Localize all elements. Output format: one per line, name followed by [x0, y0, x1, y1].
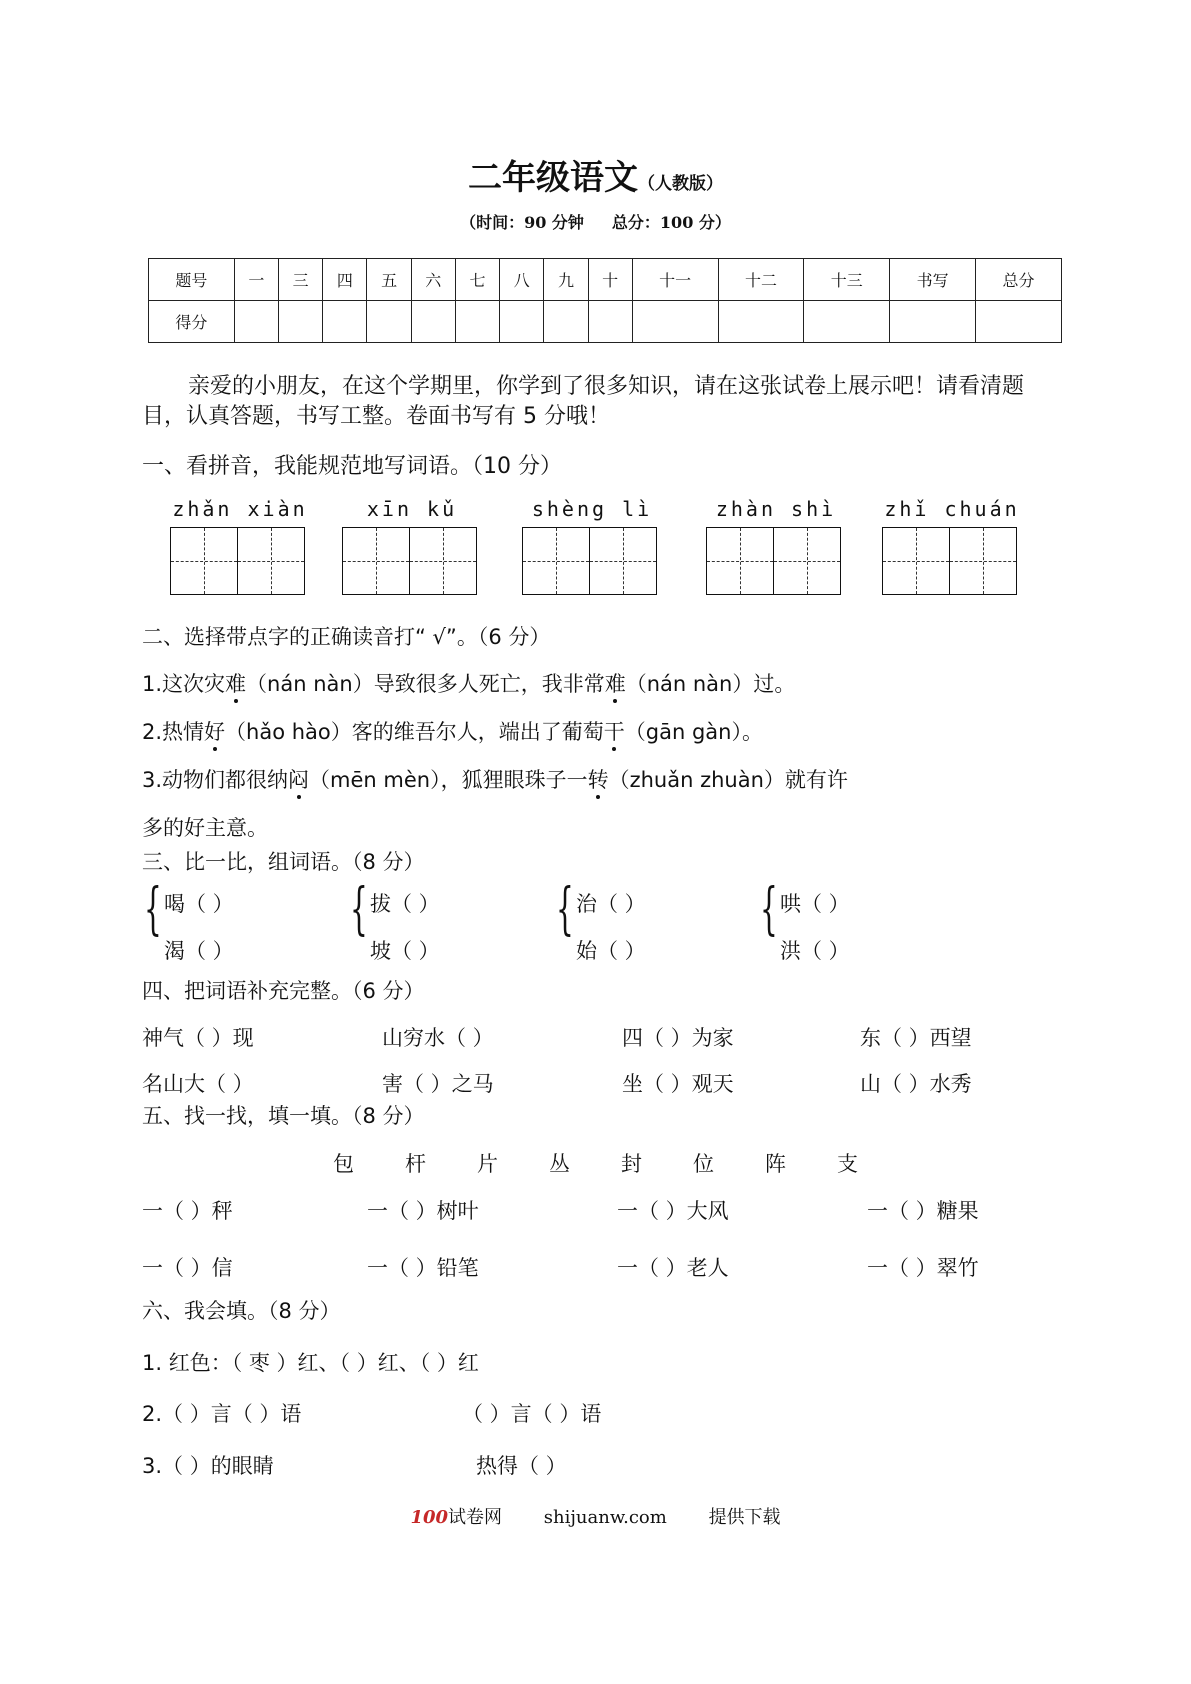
section2-heading: 二、选择带点字的正确读音打“ √”。（6 分）	[142, 625, 551, 649]
word-bank-item: 封	[621, 1152, 642, 1176]
exam-time: （时间：90 分钟	[460, 213, 584, 232]
q-text: （nán nàn）过。	[625, 672, 796, 696]
title-main: 二年级语文	[468, 158, 638, 198]
score-blank[interactable]	[279, 301, 323, 343]
score-blank[interactable]	[455, 301, 499, 343]
pinyin-label: zhǎn xiàn	[172, 497, 308, 521]
page-title	[0, 150, 1191, 199]
dotted-char: 闷	[288, 764, 309, 794]
grid-cell[interactable]	[589, 528, 656, 594]
question-2-2	[142, 716, 763, 746]
idiom-item: 坐（ ）观天	[622, 1072, 734, 1096]
score-blank[interactable]	[411, 301, 455, 343]
q-text: 2.热情	[142, 720, 205, 744]
compare-word-bottom: 坡（ ）	[370, 939, 440, 963]
measure-item: 一（ ）信	[142, 1256, 233, 1280]
compare-word-top: 治（ ）	[576, 892, 646, 916]
dotted-char: 难	[225, 668, 246, 698]
score-blank[interactable]	[718, 301, 804, 343]
score-cell: 十	[588, 259, 632, 301]
question-2-3	[142, 764, 848, 794]
intro-text: 亲爱的小朋友，在这个学期里，你学到了很多知识，请在这张试卷上展示吧！请看清题目，认真答题，书写工整。卷面书写有 5 分哦！	[142, 374, 1025, 429]
exam-info	[0, 210, 1191, 233]
word-bank-item: 片	[477, 1152, 498, 1176]
compare-word-top: 哄（ ）	[780, 892, 850, 916]
section3-heading: 三、比一比，组词语。（8 分）	[142, 850, 425, 874]
q-text: 3.动物们都很纳	[142, 768, 289, 792]
dotted-char: 好	[204, 716, 225, 746]
site-name: 试卷网	[448, 1507, 503, 1528]
exam-total: 总分：100 分）	[611, 213, 731, 232]
question-2-1	[142, 668, 795, 698]
pinyin-label: zhǐ chuán	[884, 497, 1020, 521]
q-text: （nán nàn）导致很多人死亡，我非常	[246, 672, 605, 696]
writing-grid[interactable]	[882, 527, 1017, 595]
measure-item: 一（ ）老人	[617, 1256, 729, 1280]
idiom-item: 名山大（ ）	[142, 1072, 254, 1096]
score-cell: 九	[544, 259, 588, 301]
compare-word-top: 拔（ ）	[370, 892, 440, 916]
measure-item: 一（ ）秤	[142, 1199, 233, 1223]
score-cell: 四	[323, 259, 367, 301]
idiom-item: 山（ ）水秀	[860, 1072, 972, 1096]
score-table-score-row	[149, 301, 1062, 343]
writing-grid[interactable]	[706, 527, 841, 595]
compare-word-top: 喝（ ）	[164, 892, 234, 916]
word-bank-item: 位	[693, 1152, 714, 1176]
score-blank[interactable]	[500, 301, 544, 343]
score-cell: 七	[455, 259, 499, 301]
score-cell: 书写	[890, 259, 976, 301]
grid-cell[interactable]	[773, 528, 840, 594]
score-blank[interactable]	[976, 301, 1062, 343]
grid-cell[interactable]	[949, 528, 1016, 594]
q-text: （mēn mèn），狐狸眼珠子一	[309, 768, 588, 792]
measure-item: 一（ ）铅笔	[367, 1256, 479, 1280]
q-text: （gān gàn）。	[624, 720, 763, 744]
footer-note: 提供下载	[708, 1507, 781, 1528]
idiom-item: 害（ ）之马	[382, 1072, 494, 1096]
score-blank[interactable]	[632, 301, 718, 343]
title-edition: （人教版）	[638, 174, 723, 194]
idiom-item: 山穷水（ ）	[382, 1026, 494, 1050]
compare-word-bottom: 始（ ）	[576, 939, 646, 963]
fill-item: 热得（ ）	[476, 1454, 567, 1478]
score-cell: 三	[279, 259, 323, 301]
brace-icon: {	[144, 877, 162, 942]
dotted-char: 难	[605, 668, 626, 698]
fill-item: 2.（ ）言（ ）语	[142, 1402, 302, 1426]
grid-cell[interactable]	[409, 528, 476, 594]
grid-cell[interactable]	[707, 528, 773, 594]
fill-item: 3.（ ）的眼睛	[142, 1454, 274, 1478]
dotted-char: 干	[604, 716, 625, 746]
score-blank[interactable]	[890, 301, 976, 343]
measure-item: 一（ ）翠竹	[867, 1256, 979, 1280]
grid-cell[interactable]	[523, 528, 589, 594]
footer	[0, 1503, 1191, 1529]
word-bank-item: 杆	[405, 1152, 426, 1176]
score-cell: 六	[411, 259, 455, 301]
compare-word-bottom: 洪（ ）	[780, 939, 850, 963]
score-cell: 十二	[718, 259, 804, 301]
compare-word-bottom: 渴（ ）	[164, 939, 234, 963]
brace-icon: {	[556, 877, 574, 942]
measure-item: 一（ ）糖果	[867, 1199, 979, 1223]
site-logo: 100	[410, 1507, 449, 1528]
score-blank[interactable]	[234, 301, 278, 343]
section6-heading: 六、我会填。（8 分）	[142, 1299, 341, 1323]
score-cell: 总分	[976, 259, 1062, 301]
score-cell: 一	[234, 259, 278, 301]
score-table	[148, 258, 1062, 343]
grid-cell[interactable]	[343, 528, 409, 594]
section5-heading: 五、找一找，填一填。（8 分）	[142, 1104, 425, 1128]
score-blank[interactable]	[544, 301, 588, 343]
idiom-item: 神气（ ）现	[142, 1026, 254, 1050]
fill-item: （ ）言（ ）语	[462, 1402, 602, 1426]
grid-cell[interactable]	[171, 528, 237, 594]
word-bank-item: 支	[837, 1152, 858, 1176]
idiom-item: 四（ ）为家	[622, 1026, 734, 1050]
score-cell: 八	[500, 259, 544, 301]
fill-item: 1. 红色：（ 枣 ）红、（ ）红、（ ）红	[142, 1351, 479, 1375]
pinyin-label: zhàn shì	[715, 497, 837, 521]
score-cell: 十三	[804, 259, 890, 301]
score-blank[interactable]	[804, 301, 890, 343]
grid-cell[interactable]	[237, 528, 304, 594]
site-url[interactable]: shijuanw.com	[543, 1507, 667, 1528]
pinyin-label: xīn kǔ	[366, 497, 458, 521]
score-cell: 十一	[632, 259, 718, 301]
writing-grid[interactable]	[522, 527, 657, 595]
score-blank[interactable]	[323, 301, 367, 343]
dotted-char: 转	[588, 764, 609, 794]
section4-heading: 四、把词语补充完整。（6 分）	[142, 979, 425, 1003]
brace-icon: {	[350, 877, 368, 942]
score-row-label: 得分	[149, 301, 235, 343]
score-blank[interactable]	[588, 301, 632, 343]
score-cell: 五	[367, 259, 411, 301]
measure-item: 一（ ）大风	[617, 1199, 729, 1223]
word-bank-item: 包	[333, 1152, 354, 1176]
pinyin-label: shèng lì	[531, 497, 653, 521]
score-table-header-row	[149, 259, 1062, 301]
section1-heading: 一、看拼音，我能规范地写词语。（10 分）	[142, 454, 562, 479]
q-text: （zhuǎn zhuàn）就有许	[608, 768, 848, 792]
measure-item: 一（ ）树叶	[367, 1199, 479, 1223]
word-bank-item: 阵	[765, 1152, 786, 1176]
writing-grid[interactable]	[170, 527, 305, 595]
grid-cell[interactable]	[883, 528, 949, 594]
score-cell: 题号	[149, 259, 235, 301]
word-bank-item: 丛	[549, 1152, 570, 1176]
writing-grid[interactable]	[342, 527, 477, 595]
score-blank[interactable]	[367, 301, 411, 343]
q-text: （hǎo hào）客的维吾尔人，端出了葡萄	[225, 720, 604, 744]
idiom-item: 东（ ）西望	[860, 1026, 972, 1050]
brace-icon: {	[760, 877, 778, 942]
question-2-3-continued: 多的好主意。	[142, 816, 268, 840]
q-text: 1.这次灾	[142, 672, 226, 696]
